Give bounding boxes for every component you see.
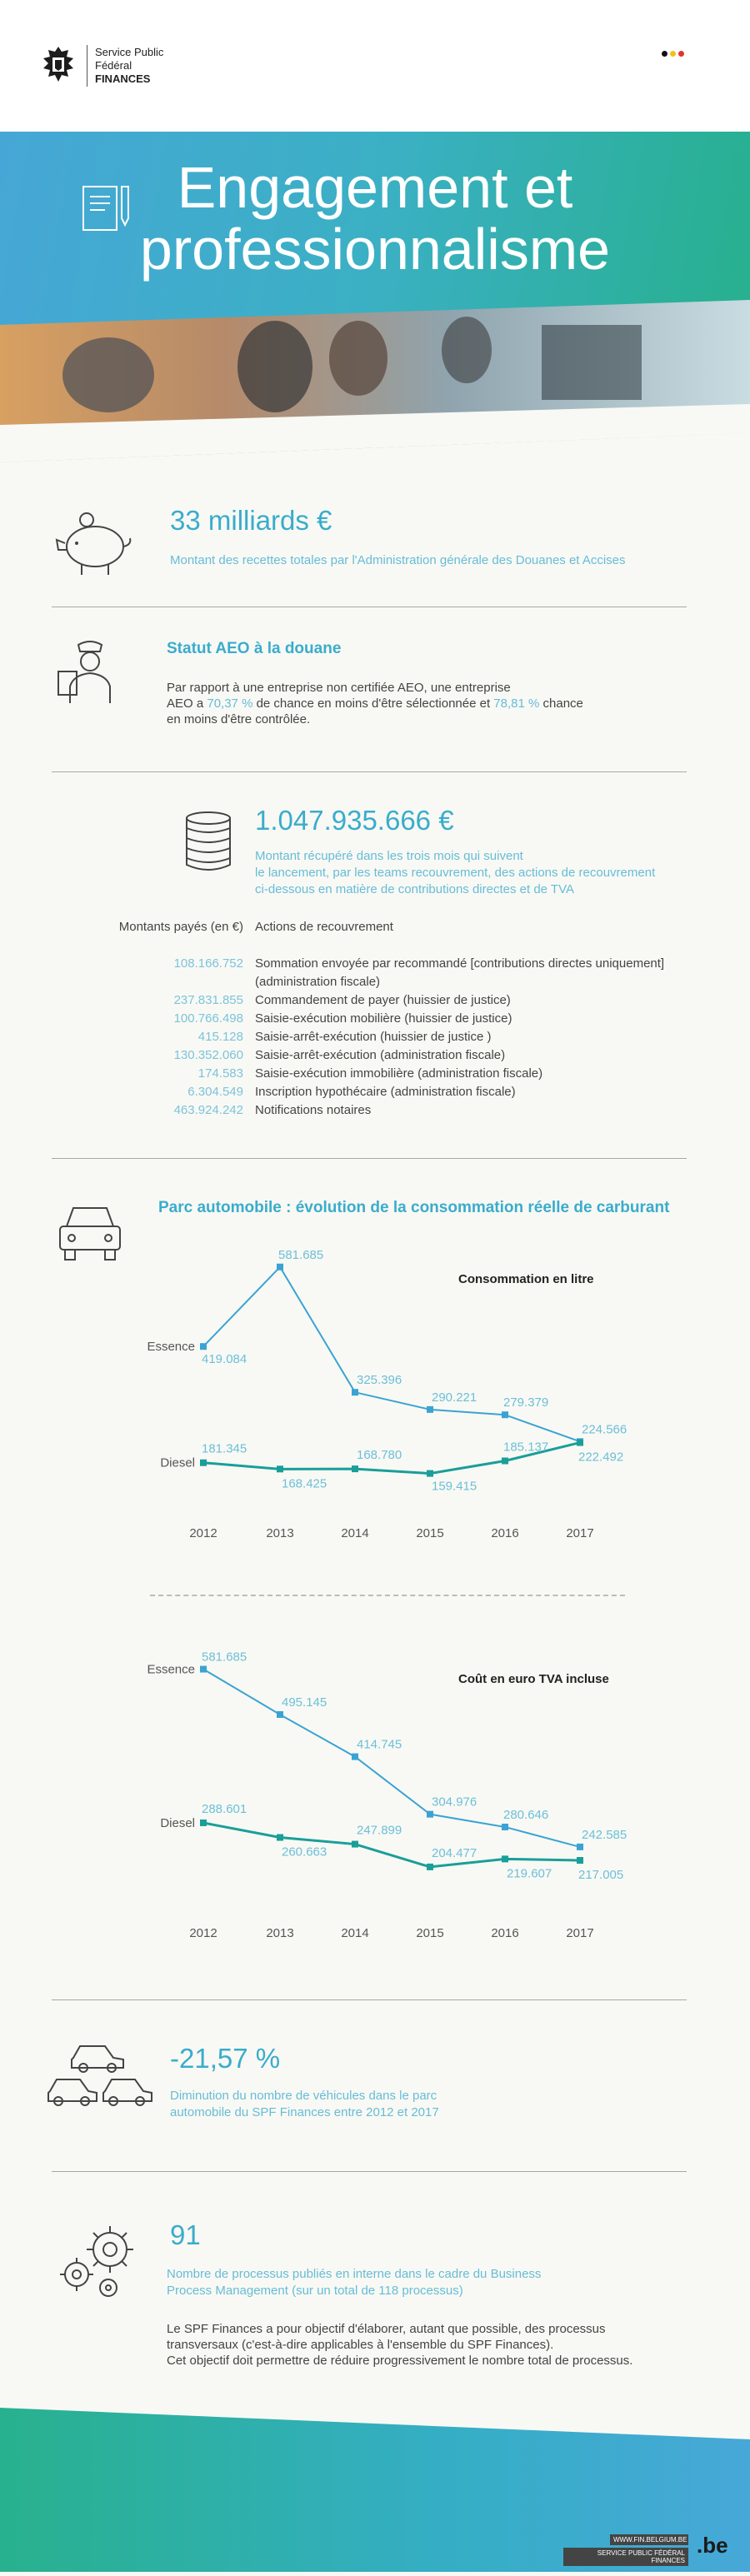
processes-caption-line2: Process Management (sur un total de 118 processus) xyxy=(167,2284,463,2298)
series-label: Diesel xyxy=(160,1455,195,1470)
revenue-value: 33 milliards € xyxy=(170,505,332,536)
fuel-cost-chart xyxy=(0,1625,750,1958)
row-amount: 174.583 xyxy=(198,1066,243,1081)
data-point xyxy=(502,1458,508,1465)
data-point xyxy=(200,1820,207,1826)
divider xyxy=(52,1158,687,1159)
recovery-table-header xyxy=(0,918,750,938)
aeo-text-prefix: AEO a xyxy=(167,696,204,711)
data-point xyxy=(352,1465,358,1472)
fleet-title: Parc automobile : évolution de la consommation réelle de carburant xyxy=(158,1199,670,1216)
x-tick-label: 2012 xyxy=(189,1926,218,1940)
col-action-header: Actions de recouvrement xyxy=(255,920,393,934)
row-action: Sommation envoyée par recommandé [contributions directes uniquement] xyxy=(255,956,665,971)
processes-value: 91 xyxy=(170,2219,201,2250)
recovery-table xyxy=(0,955,750,1120)
data-label: 304.976 xyxy=(432,1795,478,1810)
table-row xyxy=(0,1065,750,1083)
x-tick-label: 2013 xyxy=(266,1926,294,1940)
org-line3: FINANCES xyxy=(95,72,151,85)
data-label: 168.780 xyxy=(357,1448,402,1463)
row-action: Saisie-arrêt-exécution (huissier de justice ) xyxy=(255,1030,492,1044)
data-label: 159.415 xyxy=(432,1479,478,1494)
row-action-detail: (administration fiscale) xyxy=(255,975,381,989)
flag-dot-red xyxy=(678,51,684,57)
data-label: 247.899 xyxy=(357,1823,402,1838)
footer-url[interactable]: WWW.FIN.BELGIUM.BE xyxy=(610,2534,688,2545)
be-logo: .be xyxy=(697,2533,728,2558)
row-amount: 463.924.242 xyxy=(173,1103,243,1117)
logo-separator xyxy=(87,45,88,87)
data-point xyxy=(502,1824,508,1830)
recovery-caption-line3: ci-dessous en matière de contributions directes et de TVA xyxy=(255,882,574,896)
x-tick-label: 2015 xyxy=(416,1926,444,1940)
row-amount: 237.831.855 xyxy=(173,993,243,1007)
processes-caption-line1: Nombre de processus publiés en interne dans le cadre du Business xyxy=(167,2267,542,2281)
aeo-title: Statut AEO à la douane xyxy=(167,640,342,657)
data-label: 495.145 xyxy=(282,1695,328,1710)
recovery-caption-line1: Montant récupéré dans les trois mois qui suivent xyxy=(255,849,523,863)
data-point xyxy=(352,1389,358,1395)
org-line2: Fédéral xyxy=(95,59,132,72)
data-label: 168.425 xyxy=(282,1476,328,1491)
processes-text-line3: Cet objectif doit permettre de réduire progressivement le nombre total de processus. xyxy=(167,2354,633,2368)
flag-dots xyxy=(662,46,687,61)
processes-text xyxy=(167,2321,717,2369)
chart-separator xyxy=(150,1595,625,1596)
aeo-text xyxy=(167,680,667,727)
table-row xyxy=(0,1101,750,1120)
data-label: 581.685 xyxy=(278,1247,324,1262)
chart-title: Consommation en litre xyxy=(458,1272,594,1286)
data-point xyxy=(200,1343,207,1350)
recovery-caption-line2: le lancement, par les teams recouvrement, des actions de recouvrement xyxy=(255,866,656,880)
vehicles-caption xyxy=(170,2088,670,2121)
data-point xyxy=(200,1666,207,1673)
data-point xyxy=(352,1841,358,1848)
row-action: Commandement de payer (huissier de justice) xyxy=(255,993,511,1007)
row-action: Inscription hypothécaire (administration fiscale) xyxy=(255,1085,516,1099)
x-tick-label: 2017 xyxy=(566,1526,594,1540)
x-tick-label: 2013 xyxy=(266,1526,294,1540)
table-row xyxy=(0,1046,750,1065)
chart-title: Coût en euro TVA incluse xyxy=(458,1672,609,1686)
fuel-consumption-chart xyxy=(0,1233,750,1566)
row-amount: 415.128 xyxy=(198,1030,243,1044)
data-point xyxy=(502,1411,508,1418)
data-point xyxy=(427,1470,433,1477)
row-action: Saisie-exécution immobilière (administration fiscale) xyxy=(255,1066,543,1081)
org-line1: Service Public xyxy=(95,46,164,58)
aeo-text-end: chance xyxy=(542,696,583,711)
title-line2: professionnalisme xyxy=(139,217,611,282)
flag-dot-black xyxy=(662,51,668,57)
series-line-essence xyxy=(203,1267,580,1442)
page-title xyxy=(125,157,625,280)
data-label: 222.492 xyxy=(578,1450,624,1465)
vehicles-value: -21,57 % xyxy=(170,2043,281,2074)
data-label: 242.585 xyxy=(582,1827,628,1842)
data-label: 288.601 xyxy=(202,1801,248,1816)
data-label: 279.379 xyxy=(503,1395,549,1410)
row-action: Saisie-exécution mobilière (huissier de justice) xyxy=(255,1011,512,1026)
table-row xyxy=(0,1083,750,1101)
row-action: Saisie-arrêt-exécution (administration fiscale) xyxy=(255,1048,506,1062)
flag-dot-yellow xyxy=(670,51,676,57)
series-label: Diesel xyxy=(160,1815,195,1830)
processes-text-line2: transversaux (c'est-à-dire applicables à l'ensemble du SPF Finances). xyxy=(167,2338,554,2352)
data-point xyxy=(502,1855,508,1862)
divider xyxy=(52,771,687,772)
vehicles-caption-line2: automobile du SPF Finances entre 2012 et 2017 xyxy=(170,2105,439,2119)
divider xyxy=(52,2171,687,2172)
series-label: Essence xyxy=(147,1340,195,1355)
data-label: 414.745 xyxy=(357,1737,402,1752)
data-point xyxy=(277,1835,283,1841)
data-label: 280.646 xyxy=(503,1807,549,1822)
x-tick-label: 2015 xyxy=(416,1526,444,1540)
col-amount-header: Montants payés (en €) xyxy=(118,920,243,934)
data-label: 260.663 xyxy=(282,1845,328,1860)
row-action: Notifications notaires xyxy=(255,1103,372,1117)
data-point xyxy=(577,1440,583,1446)
data-point xyxy=(427,1406,433,1413)
data-label: 325.396 xyxy=(357,1373,402,1388)
table-row xyxy=(0,991,750,1010)
belgian-crest-icon xyxy=(37,43,80,87)
data-point xyxy=(427,1864,433,1870)
data-label: 181.345 xyxy=(202,1441,248,1456)
data-point xyxy=(277,1264,283,1271)
cars-icon xyxy=(47,2039,158,2114)
data-point xyxy=(200,1460,207,1466)
title-line1: Engagement et xyxy=(177,155,573,220)
table-row xyxy=(0,955,750,991)
data-label: 419.084 xyxy=(202,1352,248,1367)
aeo-pct-selected: 70,37 % xyxy=(207,696,253,711)
series-label: Essence xyxy=(147,1662,195,1677)
org-name xyxy=(95,46,163,86)
data-point xyxy=(277,1711,283,1718)
data-point xyxy=(577,1857,583,1864)
data-point xyxy=(427,1811,433,1818)
coin-stack-icon xyxy=(178,810,237,882)
data-point xyxy=(352,1754,358,1760)
data-label: 290.221 xyxy=(432,1390,478,1405)
divider xyxy=(52,1999,687,2000)
gears-icon xyxy=(53,2221,143,2305)
processes-caption xyxy=(167,2266,700,2299)
data-label: 217.005 xyxy=(578,1868,624,1883)
data-label: 219.607 xyxy=(507,1866,552,1881)
data-point xyxy=(577,1844,583,1850)
row-amount: 130.352.060 xyxy=(173,1048,243,1062)
aeo-text-line1: Par rapport à une entreprise non certifiée AEO, une entreprise xyxy=(167,681,511,695)
row-amount: 100.766.498 xyxy=(173,1011,243,1026)
row-amount: 108.166.752 xyxy=(173,956,243,971)
x-tick-label: 2012 xyxy=(189,1526,218,1540)
x-tick-label: 2014 xyxy=(341,1926,369,1940)
team-photo xyxy=(0,300,750,462)
customs-officer-icon xyxy=(53,637,125,709)
x-tick-label: 2014 xyxy=(341,1526,369,1540)
recovery-value: 1.047.935.666 € xyxy=(255,805,454,836)
aeo-text-last: en moins d'être contrôlée. xyxy=(167,712,311,726)
x-tick-label: 2016 xyxy=(491,1526,519,1540)
data-label: 185.137 xyxy=(503,1440,549,1455)
revenue-caption: Montant des recettes totales par l'Administration générale des Douanes et Accises xyxy=(170,553,626,567)
data-label: 224.566 xyxy=(582,1422,628,1437)
data-point xyxy=(277,1465,283,1472)
data-label: 581.685 xyxy=(202,1650,248,1665)
aeo-pct-controlled: 78,81 % xyxy=(493,696,540,711)
x-tick-label: 2017 xyxy=(566,1926,594,1940)
recovery-caption xyxy=(255,848,722,898)
row-amount: 6.304.549 xyxy=(188,1085,243,1099)
data-label: 204.477 xyxy=(432,1845,478,1860)
footer-credits xyxy=(563,2534,688,2566)
piggy-bank-icon xyxy=(53,507,135,586)
table-row xyxy=(0,1028,750,1046)
aeo-text-mid: de chance en moins d'être sélectionnée et xyxy=(256,696,491,711)
table-row xyxy=(0,1010,750,1028)
footer-org: SERVICE PUBLIC FÉDÉRAL FINANCES xyxy=(563,2548,688,2566)
processes-text-line1: Le SPF Finances a pour objectif d'élaborer, autant que possible, des processus xyxy=(167,2322,606,2336)
x-tick-label: 2016 xyxy=(491,1926,519,1940)
vehicles-caption-line1: Diminution du nombre de véhicules dans le parc xyxy=(170,2089,438,2103)
